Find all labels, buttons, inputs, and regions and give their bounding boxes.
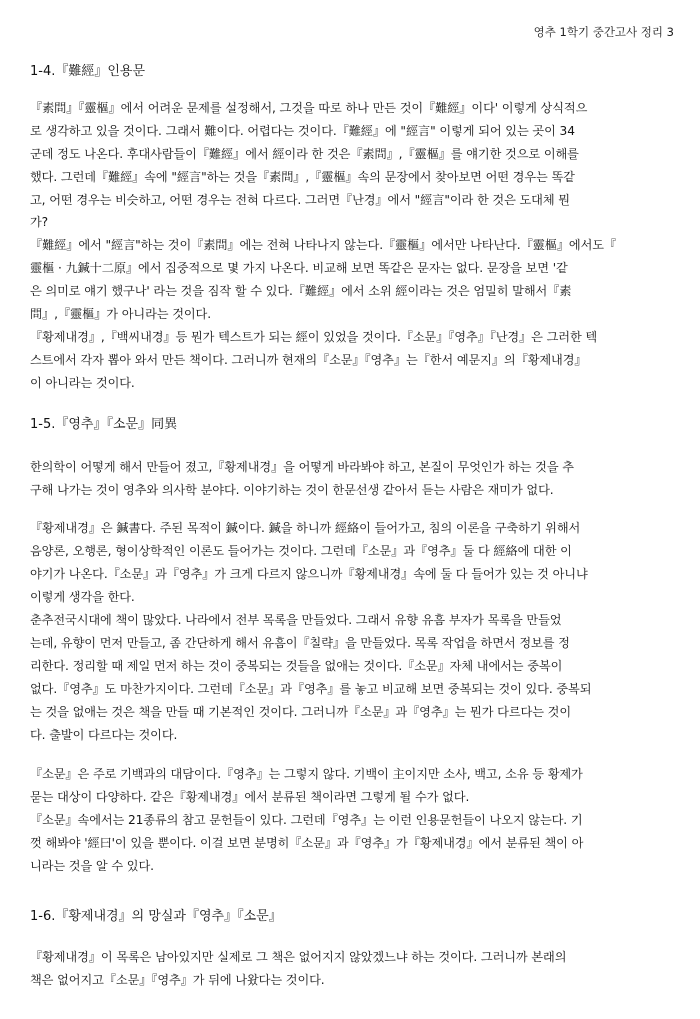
text-line: 이 아니라는 것이다. bbox=[30, 376, 135, 390]
text-line: 이렇게 생각을 한다. bbox=[30, 590, 135, 604]
section-heading-1-6: 1-6.『황제내경』의 망실과『영추』『소문』 bbox=[30, 909, 282, 924]
text-line: 『황제내경』이 목록은 남아있지만 실제로 그 책은 없어지지 않았겠느냐 하는 것이다. 그러니까 본래의 bbox=[30, 950, 567, 964]
text-line: 問』,『靈樞』가 아니라는 것이다. bbox=[30, 307, 212, 321]
text-line: 했다. 그런데『難經』속에 "經言"하는 것을『素問』,『靈樞』속의 문장에서 찾아보면 어떤 경우는 똑같 bbox=[30, 170, 575, 184]
text-line: 은 의미로 얘기 했구나' 라는 것을 짐작 할 수 있다.『難經』에서 소위 經이라는 것은 엄밀히 말해서『素 bbox=[30, 284, 572, 298]
section-heading-1-4: 1-4.『難經』인용문 bbox=[30, 64, 146, 79]
text-line: 로 생각하고 있을 것이다. 그래서 難이다. 어렵다는 것이다.『難經』에 "經言" 이렇게 되어 있는 곳이 34 bbox=[30, 124, 575, 138]
text-line: 묻는 대상이 다양하다. 같은『황제내경』에서 분류된 책이라면 그렇게 될 수가 없다. bbox=[30, 790, 470, 804]
text-line: 구해 나가는 것이 영추와 의사학 분야다. 이야기하는 것이 한문선생 같아서 듣는 사람은 재미가 없다. bbox=[30, 483, 554, 497]
text-line: 다. 출발이 다르다는 것이다. bbox=[30, 728, 178, 742]
text-line: 『素問』『靈樞』에서 어려운 문제를 설정해서, 그것을 따로 하나 만든 것이『難經』이다' 이렇게 상식적으 bbox=[30, 101, 588, 115]
text-line: 는 것을 없애는 것은 책을 만들 때 기본적인 것이다. 그러니까『소문』과『영추』는 뭔가 다르다는 것이 bbox=[30, 705, 571, 719]
text-line: 군데 정도 나온다. 후대사람들이『難經』에서 經이라 한 것은『素問』,『靈樞』를 얘기한 것으로 이해를 bbox=[30, 147, 579, 161]
text-line: 리한다. 정리할 때 제일 먼저 하는 것이 중복되는 것들을 없애는 것이다.『소문』자체 내에서는 중복이 bbox=[30, 659, 563, 673]
text-line: 가? bbox=[30, 215, 49, 229]
text-line: 춘추전국시대에 책이 많았다. 나라에서 전부 목록을 만들었다. 그래서 유향 유흠 부자가 목록을 만들었 bbox=[30, 613, 562, 627]
text-line: 고, 어떤 경우는 비슷하고, 어떤 경우는 전혀 다르다. 그러면『난경』에서 "經言"이라 한 것은 도대체 뭔 bbox=[30, 193, 570, 207]
text-line: 니라는 것을 알 수 있다. bbox=[30, 859, 154, 873]
running-header: 영추 1학기 중간고사 정리 3 bbox=[533, 25, 674, 39]
text-line: 한의학이 어떻게 해서 만들어 졌고,『황제내경』을 어떻게 바라봐야 하고, 본질이 무엇인가 하는 것을 추 bbox=[30, 460, 574, 474]
text-line: 『황제내경』은 鍼書다. 주된 목적이 鍼이다. 鍼을 하니까 經絡이 들어가고, 침의 이론을 구축하기 위해서 bbox=[30, 521, 581, 535]
text-line: 『소문』속에서는 21종류의 참고 문헌들이 있다. 그런데『영추』는 이런 인용문헌들이 나오지 않는다. 기 bbox=[30, 813, 583, 827]
text-line: 없다.『영추』도 마찬가지이다. 그런데『소문』과『영추』를 놓고 비교해 보면 중복되는 것이 있다. 중복되 bbox=[30, 682, 592, 696]
text-line: 靈樞 · 九鍼十二原』에서 집중적으로 몇 가지 나온다. 비교해 보면 똑같은 문자는 없다. 문장을 보면 '같 bbox=[30, 261, 568, 275]
text-line: 『難經』에서 "經言"하는 것이『素問』에는 전혀 나타나지 않는다.『靈樞』에서만 나타난다.『靈樞』에서도『 bbox=[30, 238, 617, 252]
text-line: 『황제내경』,『백씨내경』등 뭔가 텍스트가 되는 經이 있었을 것이다.『소문』『영추』『난경』은 그러한 텍 bbox=[30, 330, 598, 344]
text-line: 스트에서 각자 뽑아 와서 만든 책이다. 그러니까 현재의『소문』『영추』는『한서 예문지』의『황제내경』 bbox=[30, 353, 587, 367]
text-line: 음양론, 오행론, 형이상학적인 이론도 들어가는 것이다. 그런데『소문』과『영추』둘 다 經絡에 대한 이 bbox=[30, 544, 572, 558]
text-line: 는데, 유향이 먼저 만들고, 좀 간단하게 해서 유흠이『칠략』을 만들었다. 목록 작업을 하면서 정보를 정 bbox=[30, 636, 570, 650]
text-line: 『소문』은 주로 기백과의 대담이다.『영추』는 그렇지 않다. 기백이 主이지만 소사, 백고, 소유 등 황제가 bbox=[30, 767, 583, 781]
text-line: 껏 해봐야 '經曰'이 있을 뿐이다. 이걸 보면 분명히『소문』과『영추』가『황제내경』에서 분류된 책이 아 bbox=[30, 836, 584, 850]
text-line: 야기가 나온다.『소문』과『영추』가 크게 다르지 않으니까『황제내경』속에 둘 다 들어가 있는 것 아니냐 bbox=[30, 567, 588, 581]
section-heading-1-5: 1-5.『영추』『소문』同異 bbox=[30, 417, 178, 432]
text-line: 책은 없어지고『소문』『영추』가 뒤에 나왔다는 것이다. bbox=[30, 973, 325, 987]
